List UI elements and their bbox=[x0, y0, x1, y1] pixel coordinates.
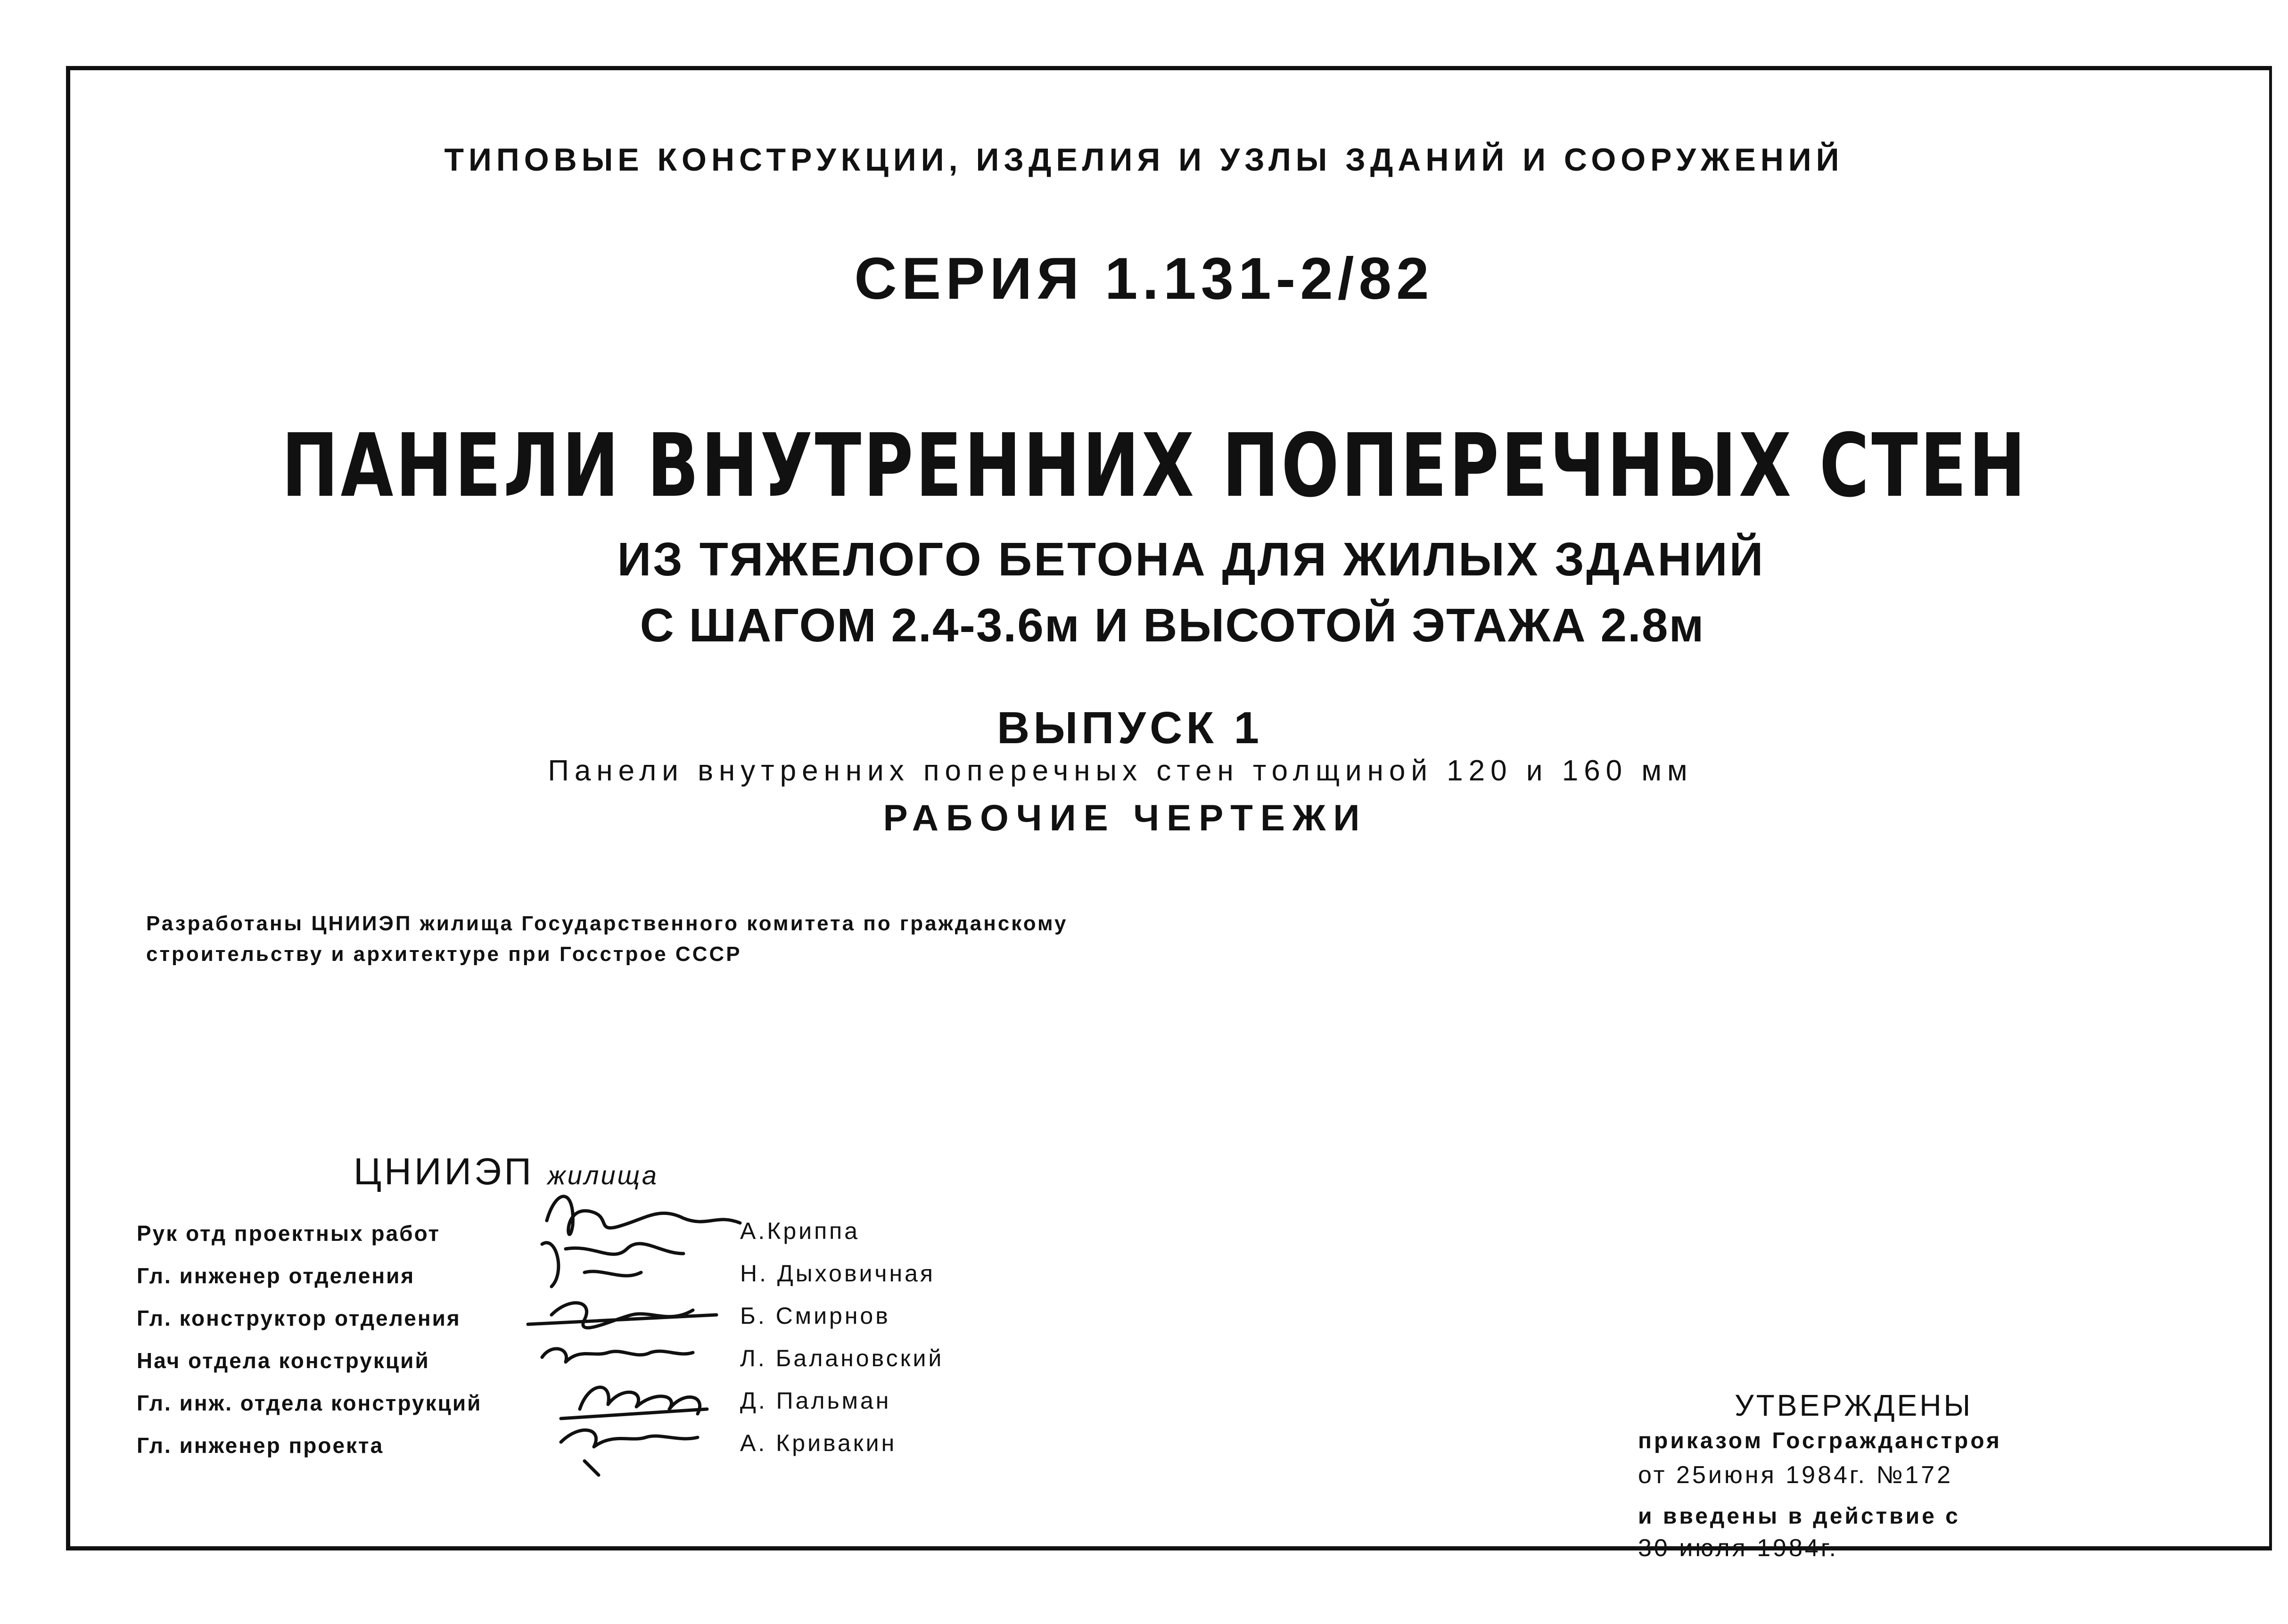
signatory-role: Гл. инженер отделения bbox=[137, 1263, 415, 1288]
approval-heading: УТВЕРЖДЕНЫ bbox=[1735, 1388, 1973, 1422]
issue-number: ВЫПУСК 1 bbox=[996, 703, 1263, 753]
signatory-name: А. Кривакин bbox=[740, 1430, 897, 1456]
approval-effective: и введены в действие с bbox=[1638, 1504, 1960, 1529]
approval-order: приказом Госгражданстроя bbox=[1638, 1428, 2002, 1453]
signatory-role: Рук отд проектных работ bbox=[137, 1221, 441, 1246]
signatory-name: А.Криппа bbox=[740, 1218, 860, 1244]
collection-heading: ТИПОВЫЕ КОНСТРУКЦИИ, ИЗДЕЛИЯ И УЗЛЫ ЗДАНИЙ И СООРУЖЕНИЙ bbox=[444, 142, 1844, 178]
institute-name bbox=[354, 1150, 658, 1193]
series-number: СЕРИЯ 1.131-2/82 bbox=[854, 246, 1434, 312]
title-subline-material: ИЗ ТЯЖЕЛОГО БЕТОНА ДЛЯ ЖИЛЫХ ЗДАНИЙ bbox=[617, 533, 1765, 586]
signatory-name: Б. Смирнов bbox=[740, 1303, 890, 1329]
signatory-name: Д. Пальман bbox=[740, 1387, 891, 1414]
signatory-role: Гл. инженер проекта bbox=[137, 1433, 384, 1458]
title-subline-dimensions: С ШАГОМ 2.4-3.6м И ВЫСОТОЙ ЭТАЖА 2.8м bbox=[640, 599, 1705, 652]
issue-description: Панели внутренних поперечных стен толщиной 120 и 160 мм bbox=[548, 755, 1693, 787]
signatory-name: Л. Балановский bbox=[740, 1345, 944, 1371]
document-title: ПАНЕЛИ ВНУТРЕННИХ ПОПЕРЕЧНЫХ СТЕН bbox=[281, 415, 2028, 517]
drawing-type: РАБОЧИЕ ЧЕРТЕЖИ bbox=[883, 797, 1367, 838]
signatory-name: Н. Дыховичная bbox=[740, 1260, 935, 1287]
institute-name-suffix: жилища bbox=[547, 1160, 659, 1190]
signatory-role: Гл. инж. отдела конструкций bbox=[137, 1391, 482, 1415]
approval-effective-date: 30 июля 1984г. bbox=[1638, 1534, 1838, 1562]
developer-line-2: строительству и архитектуре при Госстрое СССР bbox=[146, 943, 742, 966]
signatory-role: Нач отдела конструкций bbox=[137, 1348, 430, 1373]
developer-line-1: Разработаны ЦНИИЭП жилища Государственного комитета по гражданскому bbox=[146, 912, 1068, 935]
signatory-role: Гл. конструктор отделения bbox=[137, 1306, 461, 1330]
approval-date: от 25июня 1984г. №172 bbox=[1638, 1461, 1953, 1489]
institute-name-main: ЦНИИЭП bbox=[354, 1150, 534, 1192]
